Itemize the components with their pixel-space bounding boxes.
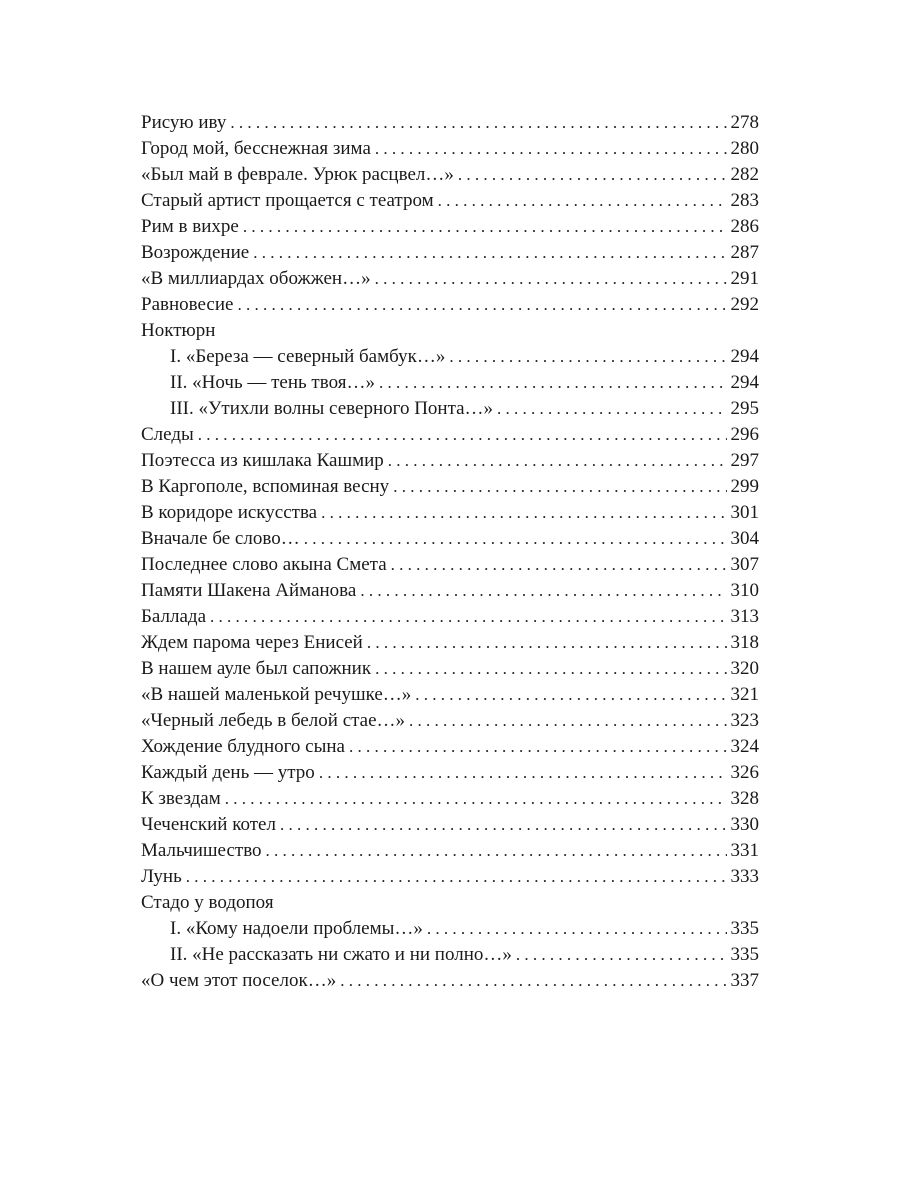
toc-entry-title: В коридоре искусства — [141, 502, 318, 523]
table-of-contents — [141, 110, 759, 994]
toc-entry — [141, 604, 759, 630]
toc-entry-title: В нашем ауле был сапожник — [141, 658, 372, 679]
toc-subentry — [141, 344, 759, 370]
dot-leader — [458, 162, 727, 188]
toc-entry — [141, 786, 759, 812]
dot-leader — [280, 812, 727, 838]
dot-leader — [360, 578, 726, 604]
toc-entry — [141, 214, 759, 240]
dot-leader — [186, 864, 727, 890]
toc-entry-page: 313 — [730, 606, 759, 627]
dot-leader — [438, 188, 727, 214]
toc-entry — [141, 188, 759, 214]
toc-entry-title: Последнее слово акына Смета — [141, 554, 387, 575]
toc-entry-title: Каждый день — утро — [141, 762, 315, 783]
toc-entry — [141, 812, 759, 838]
dot-leader — [253, 240, 726, 266]
dot-leader — [198, 422, 727, 448]
toc-entry-title: Поэтесса из кишлака Кашмир — [141, 450, 384, 471]
toc-entry-title: «Черный лебедь в белой стае…» — [141, 710, 406, 731]
toc-entry-title: Памяти Шакена Айманова — [141, 580, 357, 601]
toc-entry-page: 295 — [730, 398, 759, 419]
toc-entry — [141, 552, 759, 578]
dot-leader — [237, 292, 726, 318]
dot-leader — [266, 838, 727, 864]
toc-entry-page: 297 — [730, 450, 759, 471]
toc-entry-page: 318 — [730, 632, 759, 653]
toc-entry-title: I. «Береза — северный бамбук…» — [170, 346, 446, 367]
toc-entry — [141, 682, 759, 708]
toc-section-title: Стадо у водопоя — [141, 892, 274, 913]
toc-entry-title: Чеченский котел — [141, 814, 276, 835]
toc-entry-title: Мальчишество — [141, 840, 262, 861]
toc-entry-page: 294 — [730, 346, 759, 367]
dot-leader — [516, 942, 727, 968]
toc-entry — [141, 656, 759, 682]
toc-section-title: Ноктюрн — [141, 320, 216, 341]
toc-entry-page: 307 — [730, 554, 759, 575]
toc-entry-page: 321 — [730, 684, 759, 705]
toc-entry — [141, 968, 759, 994]
toc-entry — [141, 630, 759, 656]
dot-leader — [225, 786, 727, 812]
toc-subentry — [141, 916, 759, 942]
toc-entry — [141, 474, 759, 500]
dot-leader — [243, 214, 727, 240]
dot-leader — [379, 370, 727, 396]
toc-entry-title: I. «Кому надоели проблемы…» — [170, 918, 423, 939]
toc-entry — [141, 526, 759, 552]
toc-entry-page: 326 — [730, 762, 759, 783]
dot-leader — [321, 500, 726, 526]
toc-entry — [141, 136, 759, 162]
toc-entry — [141, 266, 759, 292]
toc-entry-page: 320 — [730, 658, 759, 679]
dot-leader — [409, 708, 726, 734]
toc-entry-page: 278 — [730, 112, 759, 133]
toc-entry-page: 280 — [730, 138, 759, 159]
toc-section-heading — [141, 890, 759, 916]
toc-subentry — [141, 942, 759, 968]
dot-leader — [210, 604, 726, 630]
toc-entry-page: 331 — [730, 840, 759, 861]
toc-entry-page: 324 — [730, 736, 759, 757]
toc-entry — [141, 500, 759, 526]
toc-entry-title: «В нашей маленькой речушке…» — [141, 684, 412, 705]
toc-entry-page: 294 — [730, 372, 759, 393]
dot-leader — [319, 760, 727, 786]
toc-entry-title: Возрождение — [141, 242, 250, 263]
toc-entry-page: 330 — [730, 814, 759, 835]
toc-entry-title: К звездам — [141, 788, 221, 809]
toc-entry-page: 291 — [730, 268, 759, 289]
toc-entry-page: 335 — [730, 918, 759, 939]
dot-leader — [388, 448, 727, 474]
toc-entry — [141, 838, 759, 864]
toc-entry — [141, 578, 759, 604]
toc-entry-title: Рисую иву — [141, 112, 227, 133]
toc-entry-page: 310 — [730, 580, 759, 601]
toc-entry-title: Рим в вихре — [141, 216, 239, 237]
toc-entry-page: 286 — [730, 216, 759, 237]
toc-entry-page: 333 — [730, 866, 759, 887]
dot-leader — [349, 734, 727, 760]
dot-leader — [391, 552, 727, 578]
toc-entry — [141, 760, 759, 786]
toc-entry-title: Старый артист прощается с театром — [141, 190, 434, 211]
toc-entry-page: 304 — [730, 528, 759, 549]
dot-leader — [375, 136, 727, 162]
dot-leader — [340, 968, 726, 994]
toc-entry-title: Вначале бе слово… — [141, 528, 300, 549]
toc-entry — [141, 734, 759, 760]
toc-entry-title: III. «Утихли волны северного Понта…» — [170, 398, 494, 419]
toc-entry-title: II. «Не рассказать ни сжато и ни полно…» — [170, 944, 512, 965]
toc-entry — [141, 708, 759, 734]
toc-entry-page: 287 — [730, 242, 759, 263]
dot-leader — [415, 682, 726, 708]
dot-leader — [449, 344, 726, 370]
toc-entry-page: 337 — [730, 970, 759, 991]
toc-entry-title: Баллада — [141, 606, 207, 627]
dot-leader — [427, 916, 727, 942]
dot-leader — [367, 630, 727, 656]
toc-entry — [141, 162, 759, 188]
toc-entry-title: Ждем парома через Енисей — [141, 632, 363, 653]
toc-entry-title: В Каргополе, вспоминая весну — [141, 476, 390, 497]
toc-subentry — [141, 370, 759, 396]
toc-entry-title: Лунь — [141, 866, 182, 887]
toc-entry-title: Хождение блудного сына — [141, 736, 345, 757]
toc-entry-page: 299 — [730, 476, 759, 497]
toc-entry-page: 323 — [730, 710, 759, 731]
toc-entry — [141, 864, 759, 890]
toc-entry — [141, 292, 759, 318]
toc-entry-title: II. «Ночь — тень твоя…» — [170, 372, 375, 393]
dot-leader — [497, 396, 726, 422]
toc-entry-page: 292 — [730, 294, 759, 315]
dot-leader — [230, 110, 726, 136]
toc-entry-page: 335 — [730, 944, 759, 965]
toc-entry-title: Город мой, бесснежная зима — [141, 138, 371, 159]
toc-subentry — [141, 396, 759, 422]
toc-section-heading — [141, 318, 759, 344]
toc-entry — [141, 422, 759, 448]
toc-entry-page: 328 — [730, 788, 759, 809]
toc-entry — [141, 110, 759, 136]
toc-entry-title: «О чем этот поселок…» — [141, 970, 337, 991]
toc-entry-page: 283 — [730, 190, 759, 211]
dot-leader — [393, 474, 726, 500]
toc-entry — [141, 240, 759, 266]
toc-entry-title: Равновесие — [141, 294, 234, 315]
toc-entry — [141, 448, 759, 474]
toc-entry-page: 296 — [730, 424, 759, 445]
dot-leader — [304, 526, 727, 552]
toc-entry-page: 282 — [730, 164, 759, 185]
toc-entry-page: 301 — [730, 502, 759, 523]
toc-entry-title: Следы — [141, 424, 194, 445]
dot-leader — [375, 656, 726, 682]
toc-entry-title: «В миллиардах обожжен…» — [141, 268, 371, 289]
toc-entry-title: «Был май в феврале. Урюк расцвел…» — [141, 164, 454, 185]
dot-leader — [375, 266, 727, 292]
